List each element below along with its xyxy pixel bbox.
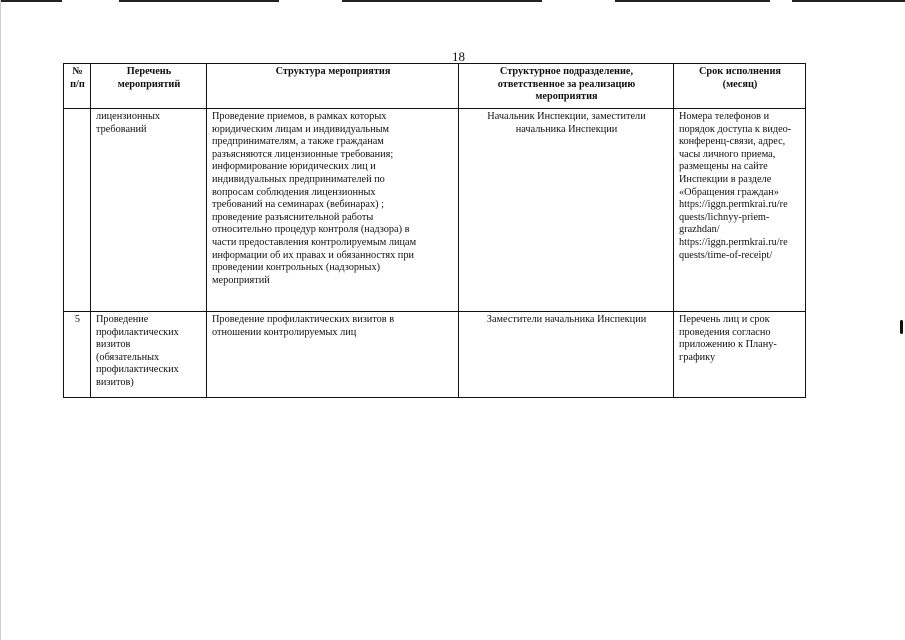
row-structure: Проведение профилактических визитов в отношении контролируемых лиц	[207, 312, 459, 398]
row-name: Проведение профилактических визитов (обязательных профилактических визитов)	[91, 312, 207, 398]
header-structure: Структура мероприятия	[207, 64, 459, 109]
scan-edge-top	[342, 0, 542, 2]
scan-edge-top	[792, 0, 905, 2]
scan-edge-top	[615, 0, 770, 2]
table-row	[64, 312, 806, 398]
header-num: № п/п	[64, 64, 91, 109]
header-deadline: Срок исполнения (месяц)	[674, 64, 806, 109]
row-name: лицензионных требований	[91, 109, 207, 312]
header-name: Перечень мероприятий	[91, 64, 207, 109]
row-deadline: Номера телефонов и порядок доступа к видео- конференц-связи, адрес, часы личного приема, размещены на сайте Инспекции в разделе «Обращения граждан» https://iggn.permkrai.ru/re quests/lichnyy-priem- grazhdan/ https://iggn.permkrai.ru/re quests/time-of-receipt/	[674, 109, 806, 312]
header-unit: Структурное подразделение, ответственное за реализацию мероприятия	[459, 64, 674, 109]
row-num: 5	[64, 312, 91, 398]
table-row	[64, 109, 806, 312]
row-num	[64, 109, 91, 312]
table-header-row	[64, 64, 806, 109]
scan-mark	[900, 320, 903, 334]
measures-table	[63, 63, 806, 398]
row-structure: Проведение приемов, в рамках которых юридическим лицам и индивидуальным предпринимателям, а также гражданам разъясняются лицензионные требования; информирование юридических лиц и индивидуальных предпринимателей по вопросам соблюдения лицензионных требований на семинарах (вебинарах) ; проведение разъяснительной работы относительно процедур контроля (надзора) в части предоставления контролируемым лицам информации об их правах и обязанностях при проведении контрольных (надзорных) мероприятий	[207, 109, 459, 312]
row-unit: Заместители начальника Инспекции	[459, 312, 674, 398]
scan-edge-top	[0, 0, 62, 2]
scan-edge-top	[119, 0, 279, 2]
scan-edge-left	[0, 0, 1, 640]
page-number: 18	[452, 49, 465, 64]
row-deadline: Перечень лиц и срок проведения согласно приложению к Плану- графику	[674, 312, 806, 398]
row-unit: Начальник Инспекции, заместители начальника Инспекции	[459, 109, 674, 312]
